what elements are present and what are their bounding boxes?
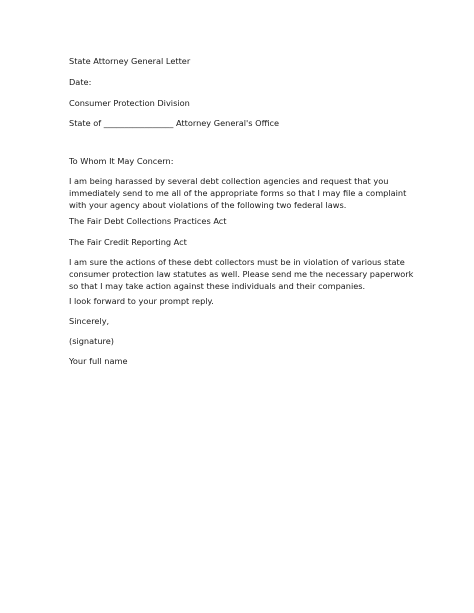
salutation: To Whom It May Concern: <box>69 156 174 166</box>
state-office-line: State of _________________ Attorney General's Office <box>69 118 280 128</box>
letter-page <box>69 0 414 613</box>
paragraph-line: immediately send to me all of the appropriate forms so that I may file a complaint <box>69 188 407 198</box>
paragraph-request <box>69 175 409 211</box>
paragraph-line: so that I may take action against these individuals and their companies. <box>69 281 366 291</box>
letter-title: State Attorney General Letter <box>69 56 191 66</box>
paragraph-line: with your agency about violations of the following two federal laws. <box>69 200 347 210</box>
signature-placeholder: (signature) <box>69 336 114 346</box>
paragraph-line: consumer protection law statutes as well. Please send me the necessary paperwork <box>69 269 414 279</box>
law-fcra: The Fair Credit Reporting Act <box>69 237 187 247</box>
paragraph-line: I am being harassed by several debt collection agencies and request that you <box>69 176 389 186</box>
law-fdcpa: The Fair Debt Collections Practices Act <box>69 216 227 226</box>
closing-line: I look forward to your prompt reply. <box>69 296 214 306</box>
division-line: Consumer Protection Division <box>69 98 190 108</box>
name-placeholder: Your full name <box>69 356 128 366</box>
paragraph-violation <box>69 256 414 292</box>
date-label: Date: <box>69 77 92 87</box>
paragraph-line: I am sure the actions of these debt collectors must be in violation of various state <box>69 257 405 267</box>
signoff: Sincerely, <box>69 316 110 326</box>
